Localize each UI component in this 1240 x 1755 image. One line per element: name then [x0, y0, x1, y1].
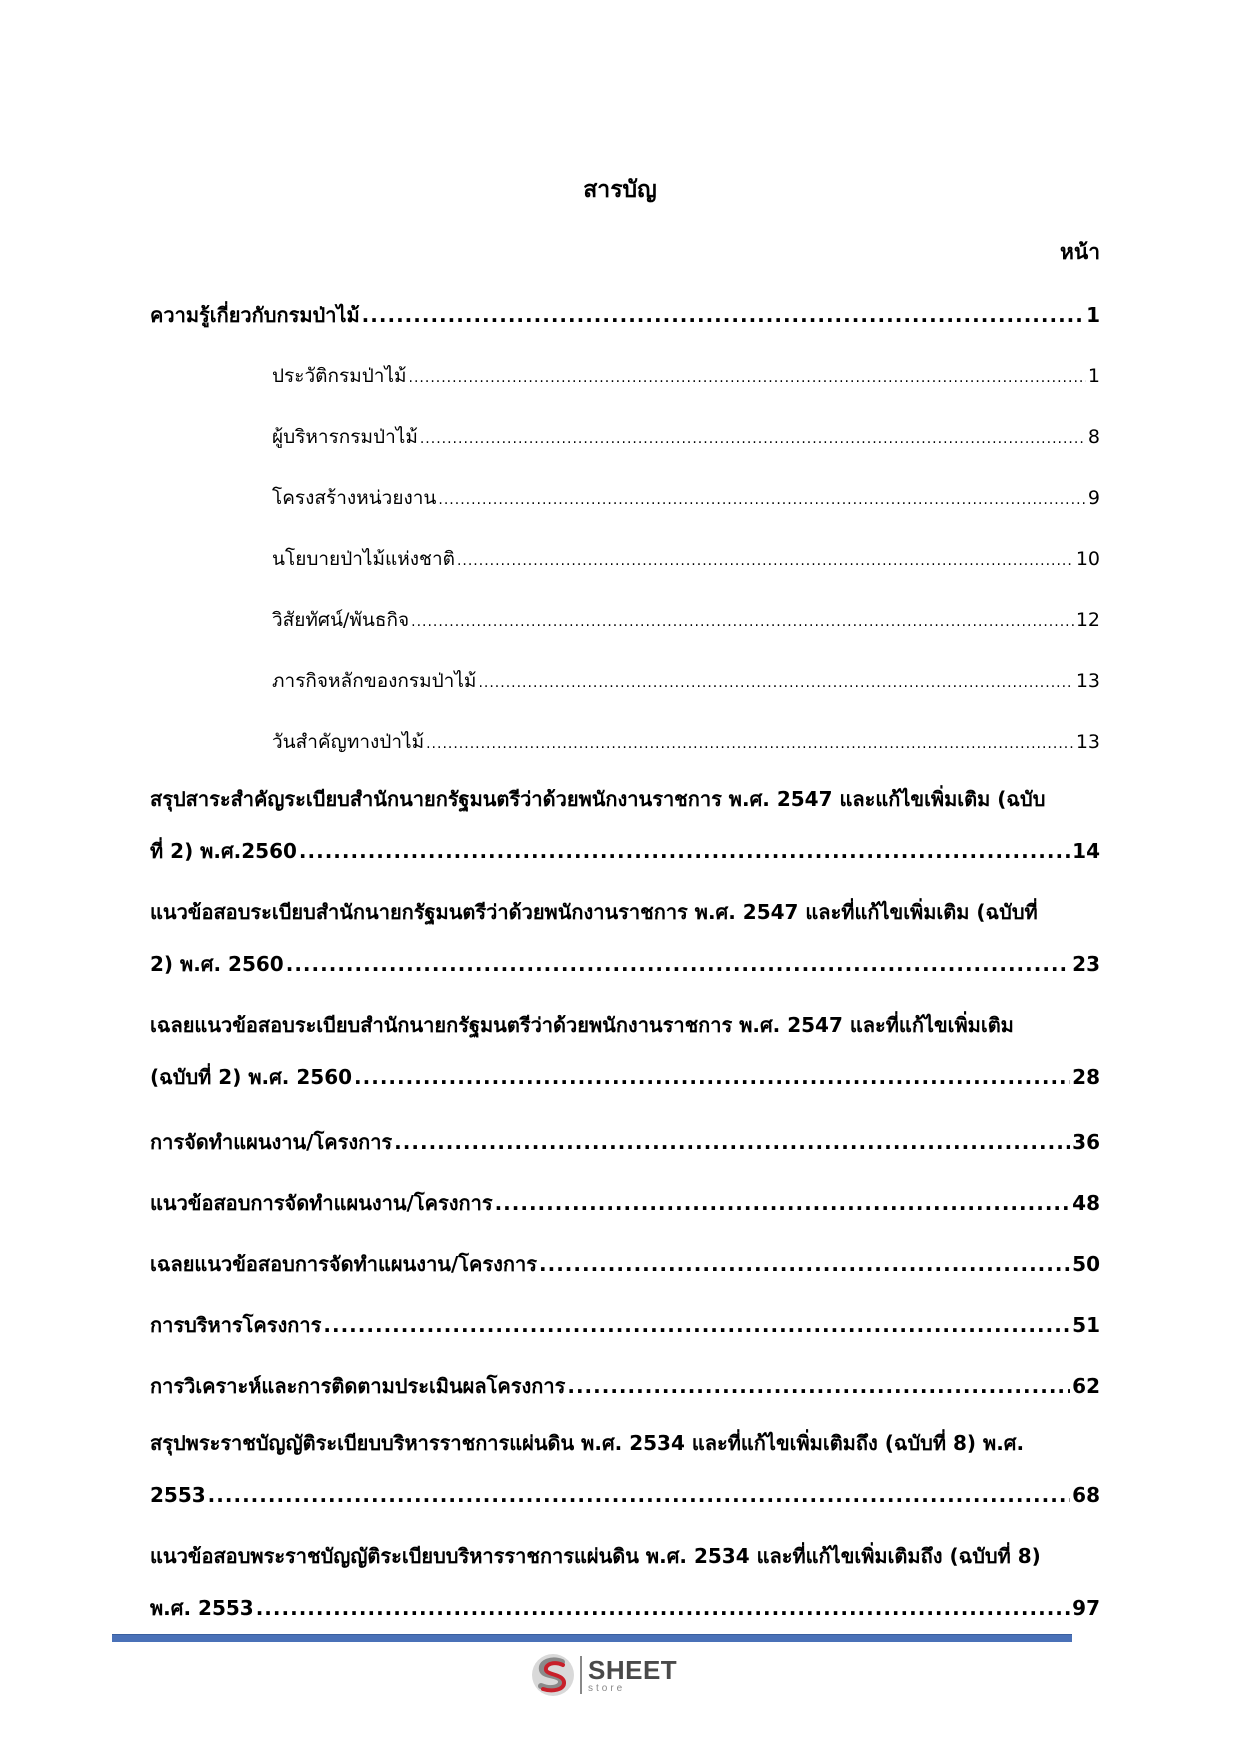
toc-page-number: 13 [1075, 670, 1100, 692]
toc-entry-text: เฉลยแนวข้อสอบระเบียบสำนักนายกรัฐมนตรีว่าด้วยพนักงานราชการ พ.ศ. 2547 และที่แก้ไขเพิ่มเติม [150, 1013, 1014, 1037]
toc-entry[interactable] [150, 999, 1100, 1103]
footer-divider [112, 1634, 1072, 1642]
toc-page-number: 12 [1075, 609, 1100, 631]
dot-leader [409, 346, 1086, 409]
toc-page-number: 9 [1087, 487, 1100, 509]
toc-entry-text: สรุปพระราชบัญญัติระเบียบบริหารราชการแผ่นดิน พ.ศ. 2534 และที่แก้ไขเพิ่มเติมถึง (ฉบับที่ 8) พ.ศ. [150, 1431, 1025, 1455]
toc-page-number: 28 [1072, 1065, 1100, 1089]
toc-entry[interactable] [150, 1530, 1100, 1634]
toc-entry-text: โครงสร้างหน่วยงาน [272, 487, 437, 509]
toc-entry-text: นโยบายป่าไม้แห่งชาติ [272, 548, 455, 570]
toc-page-number: 8 [1087, 426, 1100, 448]
toc-page-number: 68 [1072, 1483, 1100, 1507]
toc-entry[interactable] [150, 590, 1100, 651]
toc-entry-text: แนวข้อสอบระเบียบสำนักนายกรัฐมนตรีว่าด้วยพนักงานราชการ พ.ศ. 2547 และที่แก้ไขเพิ่มเติม (ฉบับที่ [150, 900, 1038, 924]
toc-entry-text: พ.ศ. 2553 [150, 1596, 254, 1620]
dot-leader [323, 1295, 1070, 1356]
toc-page-number: 1 [1087, 365, 1100, 387]
toc-entry-text: การจัดทำแผนงาน/โครงการ [150, 1130, 393, 1154]
toc-entry[interactable] [150, 712, 1100, 773]
toc-page-number: 51 [1072, 1313, 1100, 1337]
toc-entry[interactable] [150, 407, 1100, 468]
dot-leader [539, 1234, 1070, 1295]
dot-leader [286, 938, 1070, 990]
toc-title: สารบัญ [583, 177, 657, 203]
toc-page-number: 48 [1072, 1191, 1100, 1215]
table-of-contents [150, 285, 1100, 1643]
dot-leader [567, 1356, 1070, 1417]
toc-entry-text: ความรู้เกี่ยวกับกรมป่าไม้ [150, 303, 360, 327]
toc-entry-text: ผู้บริหารกรมป่าไม้ [272, 426, 418, 448]
toc-entry[interactable] [150, 1356, 1100, 1417]
dot-leader [394, 1112, 1070, 1173]
toc-entry-text: ประวัติกรมป่าไม้ [272, 365, 407, 387]
logo-wordmark: SHEET [588, 1654, 678, 1685]
toc-entry-text: วิสัยทัศน์/พันธกิจ [272, 609, 410, 631]
toc-entry[interactable] [150, 651, 1100, 712]
dot-leader [495, 1173, 1071, 1234]
dot-leader [411, 590, 1074, 653]
entry-spacer [150, 1103, 1100, 1112]
dot-leader [299, 825, 1070, 877]
toc-entry[interactable] [150, 346, 1100, 407]
toc-page-number: 14 [1072, 839, 1100, 863]
dot-leader [438, 468, 1086, 531]
toc-entry[interactable] [150, 285, 1100, 346]
toc-entry-text: แนวข้อสอบการจัดทำแผนงาน/โครงการ [150, 1191, 493, 1215]
toc-entry[interactable] [150, 1234, 1100, 1295]
toc-entry[interactable] [150, 468, 1100, 529]
dot-leader [478, 651, 1073, 714]
toc-entry-text: 2553 [150, 1483, 206, 1507]
dot-leader [420, 407, 1086, 470]
logo-subtext: store [588, 1682, 626, 1694]
dot-leader [256, 1582, 1070, 1634]
dot-leader [457, 529, 1074, 592]
entry-spacer [150, 877, 1100, 886]
toc-entry-text: สรุปสาระสำคัญระเบียบสำนักนายกรัฐมนตรีว่าด้วยพนักงานราชการ พ.ศ. 2547 และแก้ไขเพิ่มเติม (ฉบับ [150, 787, 1046, 811]
toc-page-number: 62 [1072, 1374, 1100, 1398]
dot-leader [426, 712, 1074, 775]
dot-leader [208, 1469, 1070, 1521]
toc-entry-text: ภารกิจหลักของกรมป่าไม้ [272, 670, 477, 692]
sheet-store-logo [530, 1652, 677, 1698]
toc-entry-text: เฉลยแนวข้อสอบการจัดทำแผนงาน/โครงการ [150, 1252, 537, 1276]
entry-spacer [150, 990, 1100, 999]
toc-page-number: 36 [1072, 1130, 1100, 1154]
toc-entry[interactable] [150, 1112, 1100, 1173]
entry-spacer [150, 1521, 1100, 1530]
dot-leader [362, 285, 1084, 346]
toc-entry[interactable] [150, 1417, 1100, 1521]
toc-entry-text: แนวข้อสอบพระราชบัญญัติระเบียบบริหารราชการแผ่นดิน พ.ศ. 2534 และที่แก้ไขเพิ่มเติมถึง (ฉบับที่ 8) [150, 1544, 1041, 1568]
sheet-store-s-logo-icon [530, 1652, 576, 1698]
toc-entry[interactable] [150, 1295, 1100, 1356]
toc-entry[interactable] [150, 773, 1100, 877]
toc-entry-text: ที่ 2) พ.ศ.2560 [150, 839, 297, 863]
toc-page-number: 50 [1072, 1252, 1100, 1276]
toc-entry-text: 2) พ.ศ. 2560 [150, 952, 284, 976]
toc-entry[interactable] [150, 886, 1100, 990]
toc-entry[interactable] [150, 1173, 1100, 1234]
toc-page-number: 97 [1072, 1596, 1100, 1620]
toc-page-number: 1 [1086, 303, 1100, 327]
toc-entry-text: การวิเคราะห์และการติดตามประเมินผลโครงการ [150, 1374, 566, 1398]
page-column-header: หน้า [1060, 240, 1100, 264]
toc-entry-text: (ฉบับที่ 2) พ.ศ. 2560 [150, 1065, 353, 1089]
toc-entry-text: วันสำคัญทางป่าไม้ [272, 731, 425, 753]
toc-entry-text: การบริหารโครงการ [150, 1313, 322, 1337]
toc-page-number: 23 [1072, 952, 1100, 976]
toc-page-number: 13 [1075, 731, 1100, 753]
dot-leader [354, 1051, 1070, 1103]
toc-entry[interactable] [150, 529, 1100, 590]
toc-page-number: 10 [1075, 548, 1100, 570]
logo-separator [580, 1656, 582, 1694]
